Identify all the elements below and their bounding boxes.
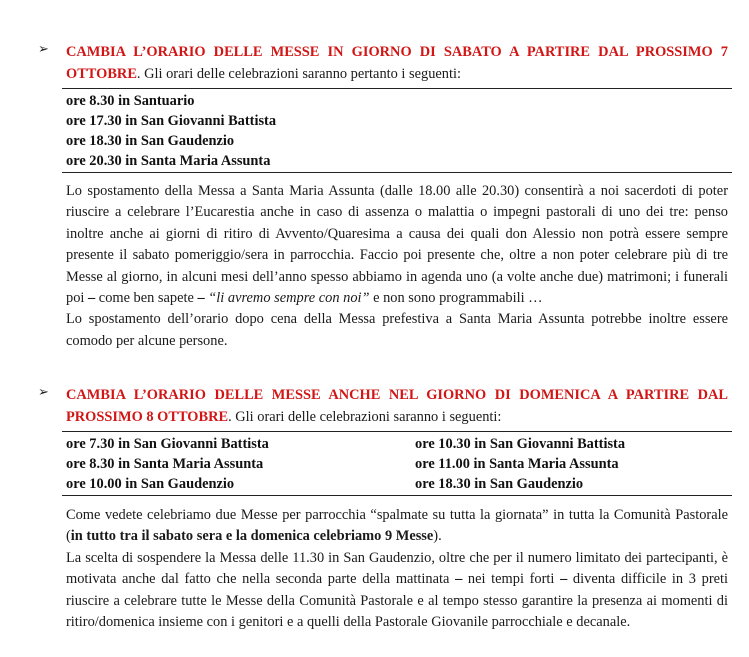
sunday-time-2: ore 8.30 in Santa Maria Assunta: [66, 456, 264, 472]
sunday-time-6: ore 18.30 in San Gaudenzio: [415, 476, 584, 492]
section1-heading: [66, 41, 728, 85]
section2-body: [66, 505, 728, 633]
sunday-time-4: ore 10.30 in San Giovanni Battista: [415, 436, 626, 452]
saturday-time-2: ore 17.30 in San Giovanni Battista: [66, 113, 277, 129]
section1-times-box: [62, 88, 732, 173]
section2-times-box: [62, 431, 732, 496]
section2-heading-row: [38, 384, 728, 428]
section1-heading-row: [38, 41, 728, 85]
sunday-times-left: [66, 434, 415, 494]
sunday-time-1: ore 7.30 in San Giovanni Battista: [66, 436, 269, 452]
sunday-times-right: [415, 434, 749, 494]
sunday-time-5: ore 11.00 in Santa Maria Assunta: [415, 456, 619, 472]
section1-heading-rest: . Gli orari delle celebrazioni saranno pertanto i seguenti:: [136, 66, 461, 82]
section2-heading-rest: . Gli orari delle celebrazioni saranno i seguenti:: [228, 409, 502, 425]
section2-heading-red: CAMBIA L’ORARIO DELLE MESSE ANCHE NEL GIORNO DI DOMENICA A PARTIRE DAL PROSSIMO 8 OTTOBRE: [66, 387, 728, 425]
section2-paragraph-1: Come vedete celebriamo due Messe per parrocchia “spalmate su tutta la giornata” in tutta la Comunità Pastorale (in tutto tra il sabato sera e la domenica celebriamo 9 Messe).: [66, 507, 728, 545]
arrow-bullet-icon: ➢: [38, 42, 49, 57]
sunday-time-3: ore 10.00 in San Gaudenzio: [66, 476, 235, 492]
section1-body: [66, 181, 728, 352]
section1-paragraph-1: Lo spostamento della Messa a Santa Maria Assunta (dalle 18.00 alle 20.30) consentirà a noi sacerdoti di poter riuscire a celebrare l’Eucarestia anche in caso di assenza o malattia o impegni pastorali di uno dei tre: penso inoltre anche ai giorni di ritiro di Avvento/Quaresima a causa dei quali don Alessio non potrà essere sempre presente il sabato pomeriggio/sera in parrocchia. Faccio poi presente che, oltre a non poter celebrare più di tre Messe al giorno, in alcuni mesi dell’anno spesso abbiamo in agenda uno (a volte anche due) matrimoni; i funerali poi – come ben sapete – “li avremo sempre con noi” e non sono programmabili …: [66, 183, 728, 307]
section1-paragraph-2: Lo spostamento dell’orario dopo cena della Messa prefestiva a Santa Maria Assunta potrebbe inoltre essere comodo per alcune persone.: [66, 311, 728, 349]
saturday-time-3: ore 18.30 in San Gaudenzio: [66, 133, 235, 149]
saturday-time-4: ore 20.30 in Santa Maria Assunta: [66, 153, 271, 169]
section2-heading: [66, 384, 728, 428]
section2-paragraph-2: La scelta di sospendere la Messa delle 11.30 in San Gaudenzio, oltre che per il numero limitato dei partecipanti, è motivata anche dal fatto che nella seconda parte della mattinata – nei tempi forti – diventa difficile in 3 preti riuscire a celebrare tutte le Messe della Comunità Pastorale e al tempo stesso garantire la presenza ai momenti di ritiro/domenica insieme con i genitori e a quelli della Pastorale Giovanile parrocchiale e decanale.: [66, 549, 728, 631]
arrow-bullet-icon: ➢: [38, 385, 49, 400]
saturday-time-1: ore 8.30 in Santuario: [66, 93, 195, 109]
section1-heading-red: CAMBIA L’ORARIO DELLE MESSE IN GIORNO DI SABATO A PARTIRE DAL PROSSIMO 7 OTTOBRE: [66, 44, 728, 82]
